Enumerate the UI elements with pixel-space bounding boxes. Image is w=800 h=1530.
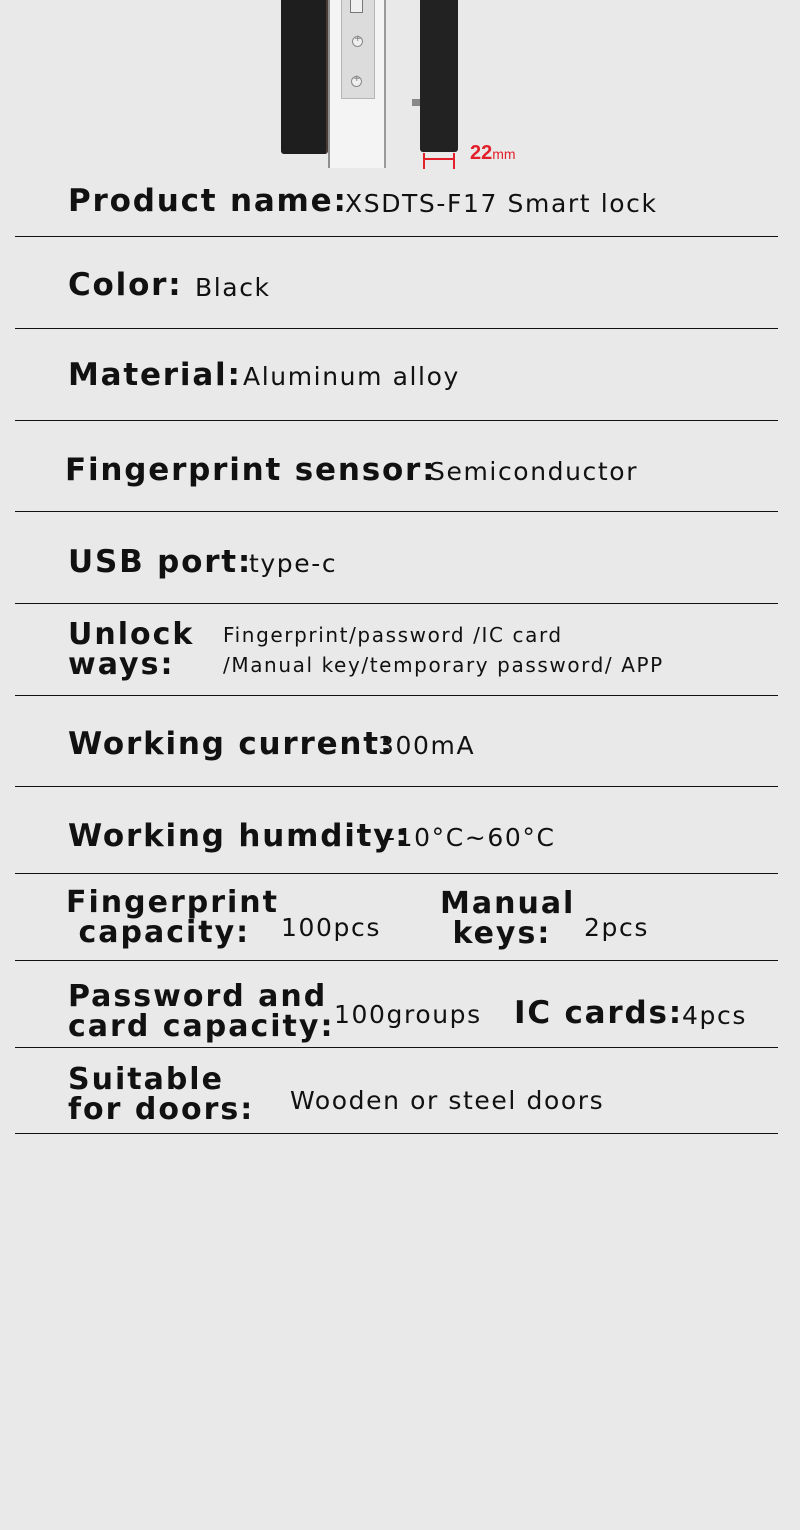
fingerprint-sensor-label: Fingerprint sensor: bbox=[65, 452, 437, 488]
dimension-tick bbox=[453, 153, 455, 169]
manual-keys-label-line1: Manual bbox=[440, 886, 576, 921]
screw-icon bbox=[352, 36, 363, 47]
ic-cards-value: 4pcs bbox=[682, 1001, 747, 1030]
dimension-bar bbox=[423, 158, 455, 160]
thickness-dimension bbox=[470, 142, 516, 165]
divider bbox=[15, 786, 778, 787]
dimension-unit: mm bbox=[492, 146, 516, 162]
screw-icon bbox=[351, 76, 362, 87]
dimension-value: 22 bbox=[470, 142, 493, 164]
material-label: Material: bbox=[68, 357, 242, 393]
password-card-capacity-value: 100groups bbox=[334, 1000, 482, 1029]
latch bbox=[412, 99, 420, 106]
product-name-label: Product name: bbox=[68, 183, 348, 219]
unlock-ways-value-line1: Fingerprint/password /IC card bbox=[223, 623, 563, 647]
lock-front-panel bbox=[281, 0, 328, 154]
divider bbox=[15, 603, 778, 604]
divider bbox=[15, 695, 778, 696]
fingerprint-capacity-label-line2: capacity: bbox=[66, 915, 251, 950]
divider bbox=[15, 960, 778, 961]
dimension-tick bbox=[423, 153, 425, 169]
door-edge-line bbox=[328, 0, 330, 168]
divider bbox=[15, 420, 778, 421]
lock-back-panel bbox=[420, 0, 458, 152]
color-label: Color: bbox=[68, 267, 183, 303]
divider bbox=[15, 1133, 778, 1134]
product-name-value: XSDTS-F17 Smart lock bbox=[345, 189, 658, 218]
usb-port-label: USB port: bbox=[68, 544, 253, 580]
password-card-capacity-label-line1: Password and bbox=[68, 979, 328, 1014]
divider bbox=[15, 236, 778, 237]
divider bbox=[15, 873, 778, 874]
manual-keys-value: 2pcs bbox=[584, 913, 649, 942]
working-current-value: 300mA bbox=[378, 731, 476, 760]
material-value: Aluminum alloy bbox=[243, 362, 460, 391]
fingerprint-sensor-value: Semiconductor bbox=[429, 457, 639, 486]
working-humidity-value: -10°C~60°C bbox=[386, 823, 556, 852]
ic-cards-label: IC cards: bbox=[514, 995, 683, 1031]
door-edge-line bbox=[384, 0, 386, 168]
suitable-doors-label-line2: for doors: bbox=[68, 1092, 255, 1127]
unlock-ways-value-line2: /Manual key/temporary password/ APP bbox=[223, 653, 664, 677]
unlock-ways-label-line2: ways: bbox=[68, 647, 175, 682]
suitable-doors-label-line1: Suitable bbox=[68, 1062, 224, 1097]
divider bbox=[15, 1047, 778, 1048]
lock-side-view-image bbox=[0, 0, 800, 175]
suitable-doors-value: Wooden or steel doors bbox=[290, 1086, 605, 1115]
fingerprint-capacity-label-line1: Fingerprint bbox=[66, 885, 280, 920]
divider bbox=[15, 511, 778, 512]
strike-slot bbox=[350, 0, 363, 13]
color-value: Black bbox=[195, 273, 271, 302]
unlock-ways-label-line1: Unlock bbox=[68, 617, 195, 652]
working-current-label: Working current: bbox=[68, 726, 395, 762]
fingerprint-capacity-value: 100pcs bbox=[281, 913, 381, 942]
divider bbox=[15, 328, 778, 329]
password-card-capacity-label-line2: card capacity: bbox=[68, 1009, 335, 1044]
manual-keys-label-line2: keys: bbox=[440, 916, 552, 951]
usb-port-value: type-c bbox=[249, 549, 338, 578]
working-humidity-label: Working humdity: bbox=[68, 818, 410, 854]
